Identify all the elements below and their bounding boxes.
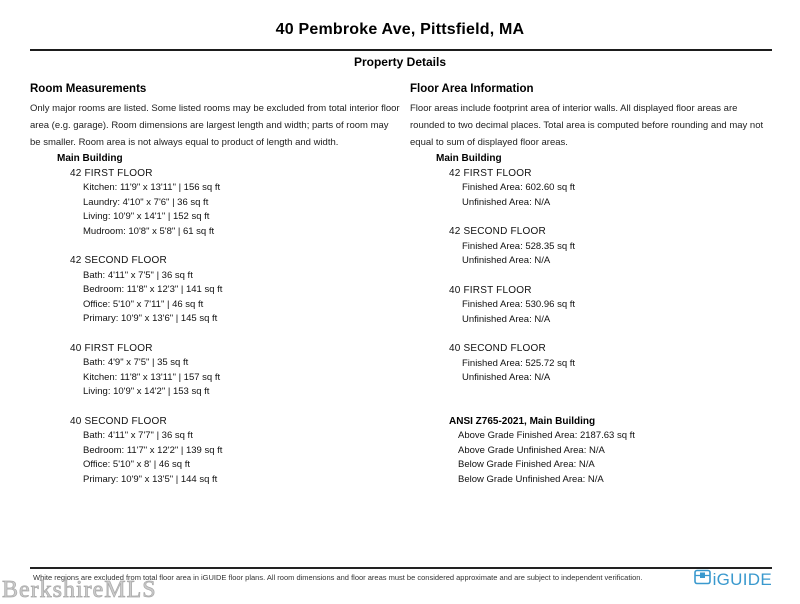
footer-divider: [30, 567, 772, 569]
room-measurement-line: Office: 5'10" x 7'11" | 46 sq ft: [83, 298, 204, 310]
room-measurement-line: Primary: 10'9" x 13'5" | 144 sq ft: [83, 473, 218, 485]
floor-group-42-first: [57, 167, 387, 240]
room-measurement-line: Office: 5'10" x 8' | 46 sq ft: [83, 459, 190, 470]
floor-area-intro: [410, 83, 774, 151]
iguide-logo-text: iGUIDE: [712, 569, 772, 589]
floor-area-line: Unfinished Area: N/A: [462, 196, 551, 208]
floor-heading: 40 SECOND FLOOR: [70, 415, 167, 427]
room-measurement-line: Living: 10'9" x 14'2" | 153 sq ft: [83, 386, 210, 397]
floor-area-line: Finished Area: 530.96 sq ft: [462, 299, 576, 310]
floor-group-40-second: [57, 415, 387, 488]
floor-group-42-second: [57, 254, 387, 327]
room-measurement-line: Bath: 4'11" x 7'7" | 36 sq ft: [83, 430, 193, 441]
floor-heading: 42 FIRST FLOOR: [70, 167, 153, 179]
ansi-area-line: Below Grade Unfinished Area: N/A: [458, 473, 604, 485]
iguide-logo: [694, 569, 772, 590]
floor-heading: 42 SECOND FLOOR: [70, 255, 167, 266]
ansi-summary-group: [436, 415, 772, 488]
footer-disclaimer: White regions are excluded from total floor area in iGUIDE floor plans. All room dimensions and floor areas must be considered approximate and are subject to independent verification.: [33, 573, 643, 582]
floor-area-line: Finished Area: 525.72 sq ft: [462, 357, 576, 369]
page-title: 40 Pembroke Ave, Pittsfield, MA: [275, 21, 525, 38]
iguide-logo-icon: [694, 569, 711, 590]
floor-area-description: Floor areas include footprint area of interior walls. All displayed floor areas are rounded to two decimal places. Total area is computed before rounding and may not equal to sum of displayed floor areas.: [410, 103, 764, 148]
room-measurement-line: Bedroom: 11'8" x 12'3" | 141 sq ft: [83, 284, 223, 295]
ansi-area-line: Above Grade Unfinished Area: N/A: [458, 444, 605, 456]
floor-group-40-first: [57, 342, 387, 400]
berkshire-mls-watermark: BerkshireMLS: [2, 577, 157, 603]
room-measurements-intro: [30, 83, 400, 151]
floor-heading: 40 FIRST FLOOR: [449, 284, 532, 296]
building-name: Main Building: [57, 153, 123, 164]
ansi-area-line: Above Grade Finished Area: 2187.63 sq ft: [458, 430, 635, 441]
room-measurement-line: Primary: 10'9" x 13'6" | 145 sq ft: [83, 313, 218, 324]
room-measurements-heading: Room Measurements: [30, 83, 147, 95]
floor-heading: 42 FIRST FLOOR: [449, 167, 532, 179]
building-name: Main Building: [436, 153, 502, 164]
area-group-40-second: [436, 342, 772, 386]
area-group-40-first: [436, 284, 772, 328]
room-measurement-line: Bath: 4'9" x 7'5" | 35 sq ft: [83, 357, 189, 368]
ansi-area-line: Below Grade Finished Area: N/A: [458, 459, 595, 470]
room-measurement-line: Mudroom: 10'8" x 5'8" | 61 sq ft: [83, 225, 215, 237]
floor-area-list: [436, 152, 772, 487]
room-measurement-line: Bath: 4'11" x 7'5" | 36 sq ft: [83, 269, 193, 281]
area-group-42-second: [436, 225, 772, 269]
ansi-heading: ANSI Z765-2021, Main Building: [449, 415, 596, 427]
floor-area-line: Finished Area: 528.35 sq ft: [462, 240, 576, 252]
room-measurement-line: Bedroom: 11'7" x 12'2" | 139 sq ft: [83, 444, 223, 456]
floor-area-line: Finished Area: 602.60 sq ft: [462, 182, 576, 193]
floor-heading: 42 SECOND FLOOR: [449, 226, 546, 237]
page-subtitle: Property Details: [353, 55, 447, 69]
floor-heading: 40 FIRST FLOOR: [70, 342, 153, 354]
floor-area-line: Unfinished Area: N/A: [462, 372, 551, 383]
room-measurements-list: [57, 152, 387, 487]
room-measurement-line: Living: 10'9" x 14'1" | 152 sq ft: [83, 211, 210, 222]
room-measurement-line: Kitchen: 11'9" x 13'11" | 156 sq ft: [83, 182, 221, 193]
floor-area-line: Unfinished Area: N/A: [462, 255, 551, 266]
header-divider: [30, 49, 772, 51]
room-measurements-description: Only major rooms are listed. Some listed rooms may be excluded from total interior floor area (e.g. garage). Room dimensions are largest length and width; parts of room may be smaller. Room area is not always equal to product of length and width.: [30, 103, 400, 148]
floor-area-line: Unfinished Area: N/A: [462, 313, 551, 325]
room-measurement-line: Laundry: 4'10" x 7'6" | 36 sq ft: [83, 196, 209, 208]
floor-heading: 40 SECOND FLOOR: [449, 343, 546, 354]
floor-area-heading: Floor Area Information: [410, 83, 534, 95]
area-group-42-first: [436, 167, 772, 211]
room-measurement-line: Kitchen: 11'8" x 13'11" | 157 sq ft: [83, 371, 221, 383]
